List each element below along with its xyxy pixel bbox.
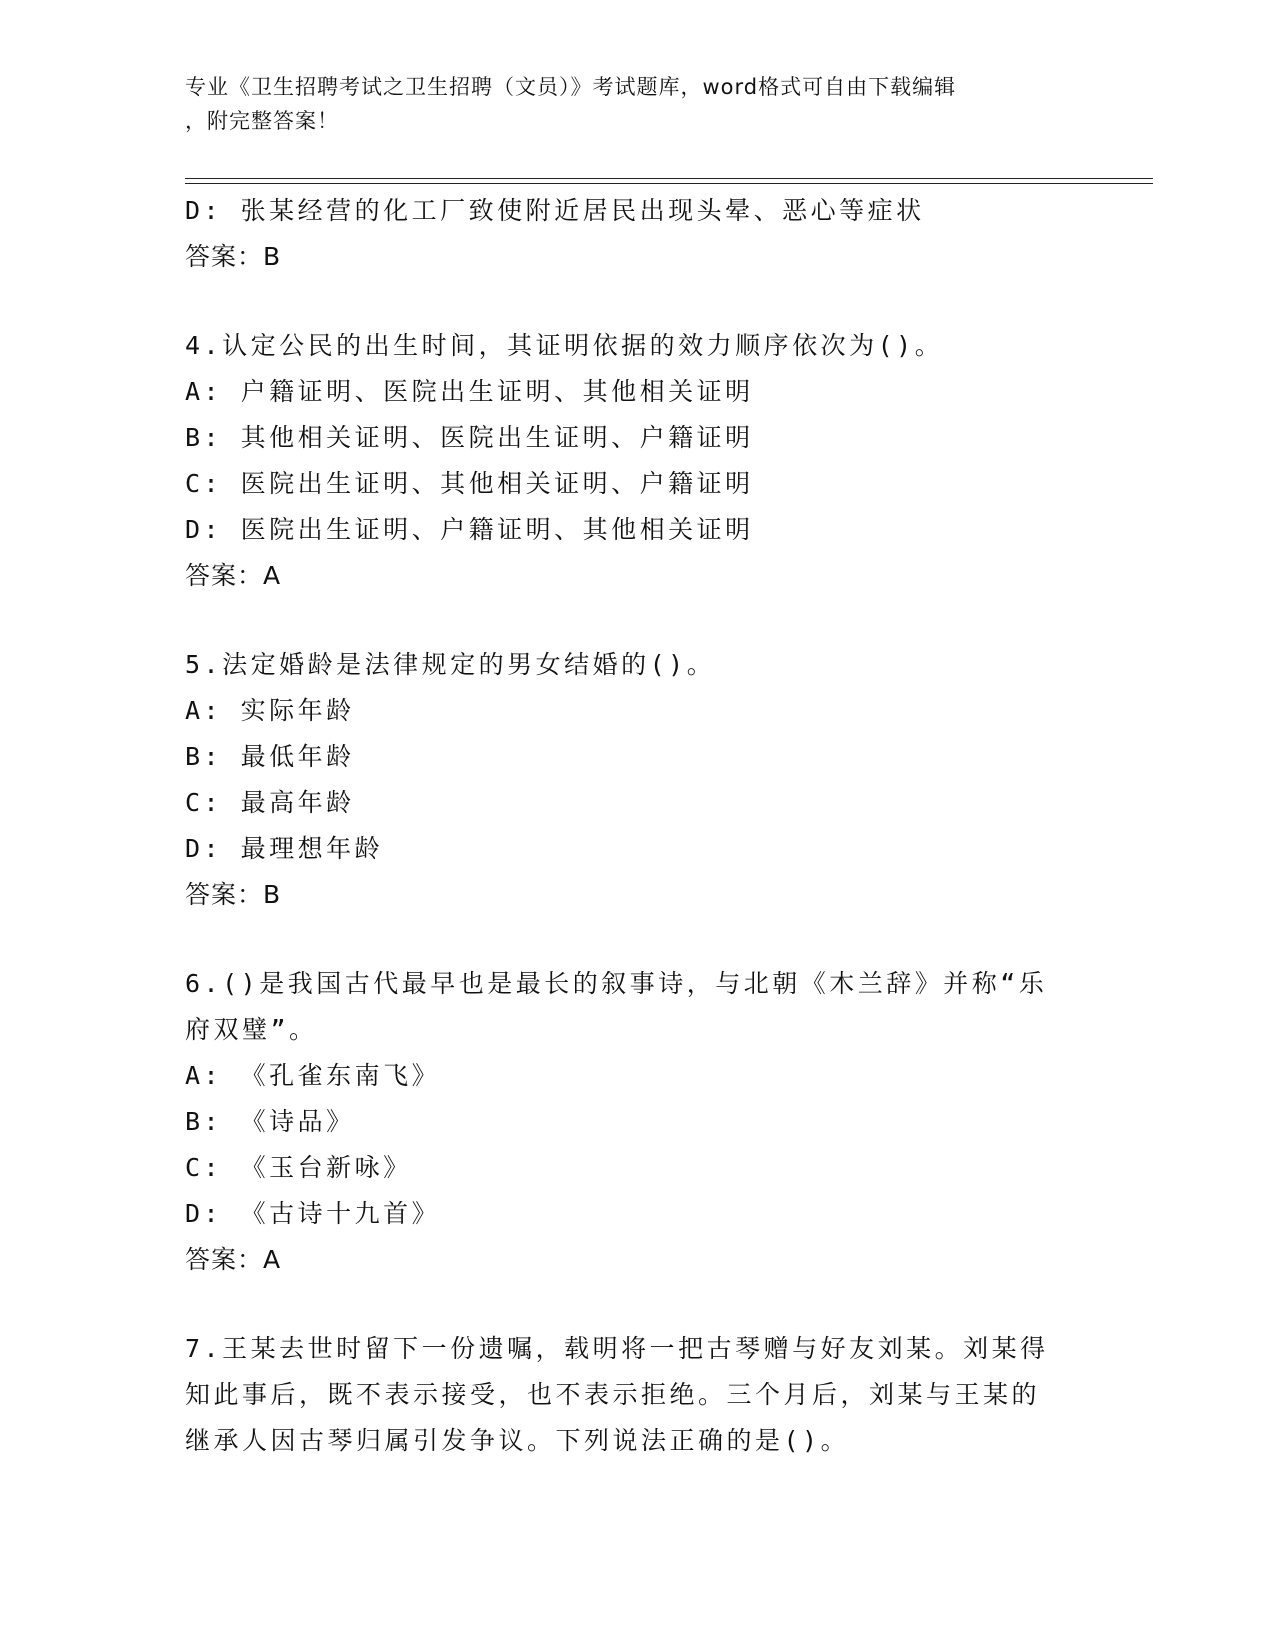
question-4 — [185, 323, 1085, 599]
question-3-fragment — [185, 188, 1085, 280]
question-stem-line-1: 6.()是我国古代最早也是最长的叙事诗，与北朝《木兰辞》并称“乐 — [185, 969, 1048, 998]
header-rule-top — [185, 178, 1153, 179]
header-line-1: 专业《卫生招聘考试之卫生招聘（文员）》考试题库，word格式可自由下载编辑 — [185, 75, 957, 99]
option-d: D: 张某经营的化工厂致使附近居民出现头晕、恶心等症状 — [185, 196, 925, 225]
option-c: C: 《玉台新咏》 — [185, 1153, 412, 1182]
question-6 — [185, 961, 1085, 1283]
question-stem-line-2: 府双璧”。 — [185, 1015, 318, 1044]
answer: 答案：A — [185, 561, 282, 590]
answer: 答案：B — [185, 880, 282, 909]
question-stem: 4.认定公民的出生时间，其证明依据的效力顺序依次为()。 — [185, 331, 944, 360]
option-a: A: 户籍证明、医院出生证明、其他相关证明 — [185, 377, 754, 406]
question-stem: 5.法定婚龄是法律规定的男女结婚的()。 — [185, 650, 716, 679]
option-a: A: 实际年龄 — [185, 696, 355, 725]
header-rule-bottom — [185, 183, 1153, 184]
question-stem-line-2: 知此事后，既不表示接受，也不表示拒绝。三个月后，刘某与王某的 — [185, 1380, 1041, 1409]
option-b: B: 其他相关证明、医院出生证明、户籍证明 — [185, 423, 754, 452]
question-content — [185, 188, 1085, 1464]
option-d: D: 医院出生证明、户籍证明、其他相关证明 — [185, 515, 754, 544]
option-d: D: 《古诗十九首》 — [185, 1199, 441, 1228]
spacer — [185, 599, 1085, 642]
answer: 答案：A — [185, 1245, 282, 1274]
spacer — [185, 280, 1085, 323]
option-c: C: 医院出生证明、其他相关证明、户籍证明 — [185, 469, 754, 498]
option-d: D: 最理想年龄 — [185, 834, 384, 863]
question-5 — [185, 642, 1085, 918]
option-b: B: 《诗品》 — [185, 1107, 355, 1136]
spacer — [185, 918, 1085, 961]
option-b: B: 最低年龄 — [185, 742, 355, 771]
spacer — [185, 1283, 1085, 1326]
answer: 答案：B — [185, 242, 282, 271]
option-a: A: 《孔雀东南飞》 — [185, 1061, 441, 1090]
option-c: C: 最高年龄 — [185, 788, 355, 817]
question-stem-line-1: 7.王某去世时留下一份遗嘱，载明将一把古琴赠与好友刘某。刘某得 — [185, 1334, 1049, 1363]
question-7 — [185, 1326, 1085, 1464]
header-line-2: ，附完整答案！ — [185, 109, 339, 133]
question-stem-line-3: 继承人因古琴归属引发争议。下列说法正确的是()。 — [185, 1426, 850, 1455]
document-header — [185, 70, 1065, 138]
